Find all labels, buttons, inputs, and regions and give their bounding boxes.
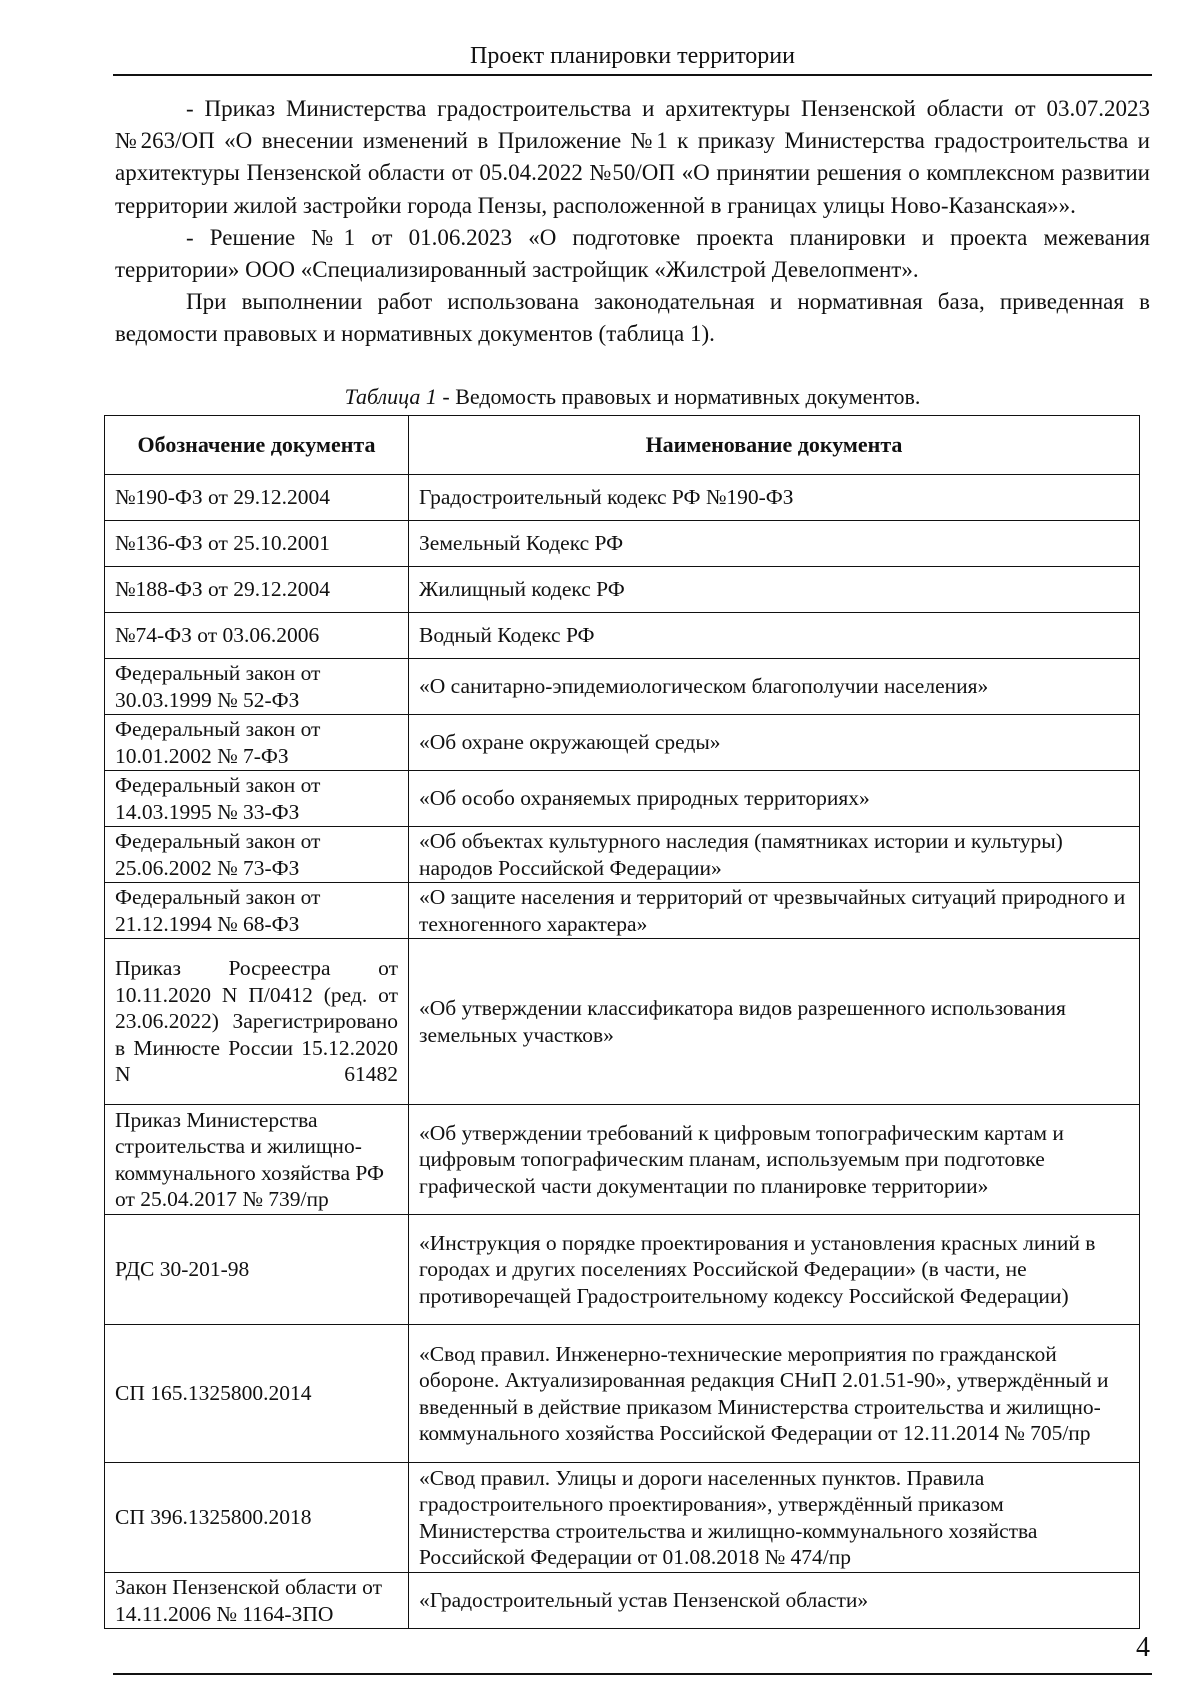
paragraph: - Решение №1 от 01.06.2023 «О подготовке проекта планировки и проекта межевания территории» ООО «Специализированный застройщик «Жилстрой Девелопмент». xyxy=(115,224,1150,283)
paragraph: - Приказ Министерства градостроительства и архитектуры Пензенской области от 03.07.2023 №263/ОП «О внесении изменений в Приложение №1 к приказу Министерства градостроительства и архитектуры Пензенской области от 05.04.2022 №50/ОП «О принятии решения о комплексном развитии территории жилой застройки города Пензы, расположенной в границах улицы Ново-Казанская»». xyxy=(115,96,1150,218)
cell-designation: №190-ФЗ от 29.12.2004 xyxy=(105,475,409,521)
cell-name: «Свод правил. Улицы и дороги населенных пунктов. Правила градостроительного проектирования», утверждённый приказом Министерства строительства и жилищно-коммунального хозяйства Российской Федерации от 01.08.2018 № 474/пр xyxy=(409,1463,1140,1573)
table-row xyxy=(105,1573,1140,1629)
cell-designation: СП 165.1325800.2014 xyxy=(105,1325,409,1463)
table-row xyxy=(105,475,1140,521)
cell-designation: Приказ Росреестра от 10.11.2020 N П/0412 (ред. от 23.06.2022) Зарегистрировано в Минюсте России 15.12.2020 N 61482 xyxy=(105,939,409,1105)
cell-designation: Федеральный закон от 30.03.1999 № 52-ФЗ xyxy=(105,659,409,715)
footer-divider xyxy=(113,1673,1152,1675)
page-number: 4 xyxy=(1136,1632,1150,1663)
table-row xyxy=(105,771,1140,827)
cell-name: Водный Кодекс РФ xyxy=(409,613,1140,659)
cell-designation: Федеральный закон от 14.03.1995 № 33-ФЗ xyxy=(105,771,409,827)
cell-name: «Градостроительный устав Пензенской области» xyxy=(409,1573,1140,1629)
cell-name: «Об объектах культурного наследия (памятниках истории и культуры) народов Российской Федерации» xyxy=(409,827,1140,883)
table-row xyxy=(105,613,1140,659)
table-row xyxy=(105,715,1140,771)
table-caption-text: - Ведомость правовых и нормативных документов. xyxy=(436,384,921,409)
documents-table xyxy=(104,415,1140,1629)
table-row xyxy=(105,521,1140,567)
cell-designation: Федеральный закон от 10.01.2002 № 7-ФЗ xyxy=(105,715,409,771)
table-row xyxy=(105,883,1140,939)
column-header-name: Наименование документа xyxy=(409,416,1140,475)
table-row xyxy=(105,1105,1140,1215)
cell-name: «О санитарно-эпидемиологическом благополучии населения» xyxy=(409,659,1140,715)
cell-designation: Федеральный закон от 21.12.1994 № 68-ФЗ xyxy=(105,883,409,939)
cell-name: Земельный Кодекс РФ xyxy=(409,521,1140,567)
cell-designation: №188-ФЗ от 29.12.2004 xyxy=(105,567,409,613)
paragraph: При выполнении работ использована законодательная и нормативная база, приведенная в ведомости правовых и нормативных документов (таблица 1). xyxy=(115,289,1150,347)
table-row xyxy=(105,827,1140,883)
cell-name: «Об особо охраняемых природных территориях» xyxy=(409,771,1140,827)
cell-name: «Об утверждении требований к цифровым топографическим картам и цифровым топографическим планам, используемым при подготовке графической части документации по планировке территории» xyxy=(409,1105,1140,1215)
table-row xyxy=(105,567,1140,613)
table-caption-number: Таблица 1 xyxy=(344,384,437,409)
cell-name: «Об охране окружающей среды» xyxy=(409,715,1140,771)
cell-designation: №74-ФЗ от 03.06.2006 xyxy=(105,613,409,659)
cell-name: Градостроительный кодекс РФ №190-ФЗ xyxy=(409,475,1140,521)
cell-designation: РДС 30-201-98 xyxy=(105,1215,409,1325)
cell-designation: Федеральный закон от 25.06.2002 № 73-ФЗ xyxy=(105,827,409,883)
table-row xyxy=(105,1215,1140,1325)
page-header-title: Проект планировки территории xyxy=(470,43,795,69)
cell-designation: СП 396.1325800.2018 xyxy=(105,1463,409,1573)
cell-name: «Инструкция о порядке проектирования и установления красных линий в городах и других поселениях Российской Федерации» (в части, не противоречащей Градостроительному кодексу Российской Федерации) xyxy=(409,1215,1140,1325)
cell-name: «О защите населения и территорий от чрезвычайных ситуаций природного и техногенного характера» xyxy=(409,883,1140,939)
cell-name: «Свод правил. Инженерно-технические мероприятия по гражданской обороне. Актуализированная редакция СНиП 2.01.51-90», утверждённый и введенный в действие приказом Министерства строительства и жилищно-коммунального хозяйства Российской Федерации от 12.11.2014 № 705/пр xyxy=(409,1325,1140,1463)
cell-designation: №136-ФЗ от 25.10.2001 xyxy=(105,521,409,567)
table-caption xyxy=(115,383,1150,411)
table-row xyxy=(105,659,1140,715)
table-row xyxy=(105,1463,1140,1573)
table-header-row xyxy=(105,416,1140,475)
cell-name: «Об утверждении классификатора видов разрешенного использования земельных участков» xyxy=(409,939,1140,1105)
body-text xyxy=(115,93,1150,351)
cell-designation: Закон Пензенской области от 14.11.2006 № 1164-ЗПО xyxy=(105,1573,409,1629)
table-row xyxy=(105,1325,1140,1463)
cell-designation: Приказ Министерства строительства и жилищно-коммунального хозяйства РФ от 25.04.2017 № 739/пр xyxy=(105,1105,409,1215)
cell-name: Жилищный кодекс РФ xyxy=(409,567,1140,613)
header-divider xyxy=(113,74,1152,76)
column-header-designation: Обозначение документа xyxy=(105,416,409,475)
table-row xyxy=(105,939,1140,1105)
